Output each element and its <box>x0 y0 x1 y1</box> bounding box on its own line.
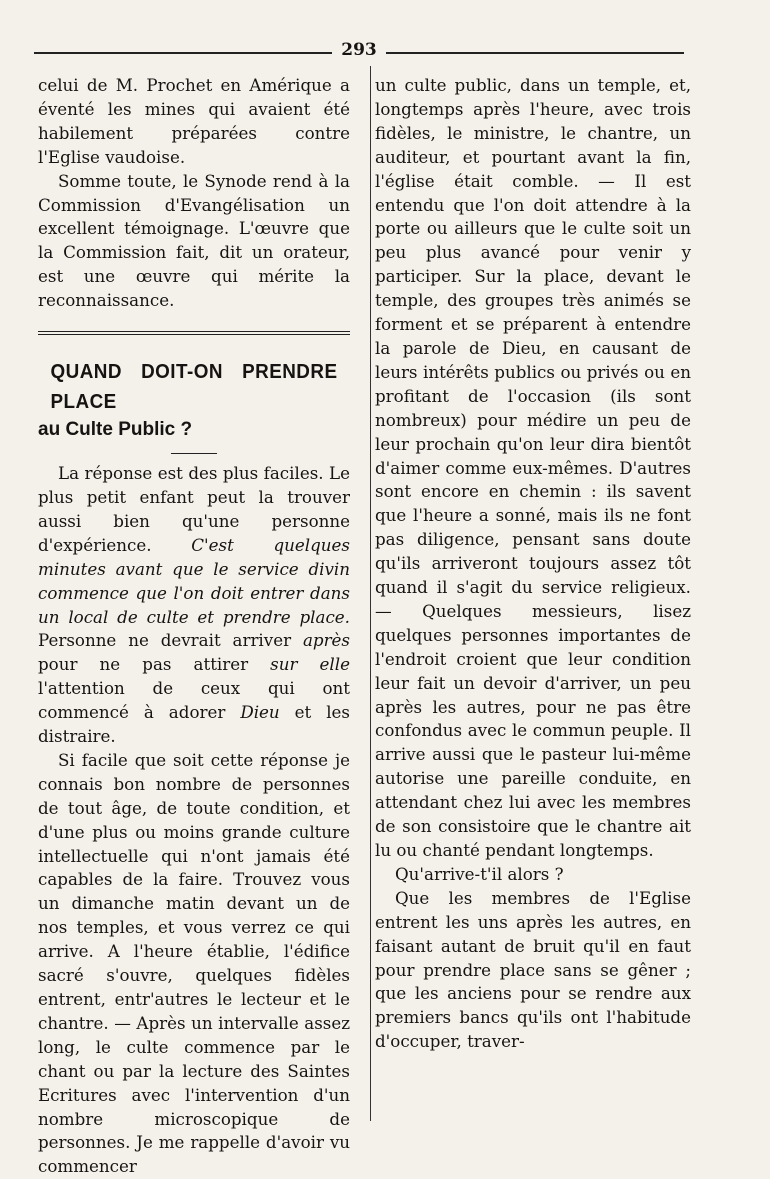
left-paragraph-3 <box>38 462 350 749</box>
section-separator <box>38 331 350 335</box>
right-paragraph-1: un culte public, dans un temple, et, longtemps après l'heure, avec trois fidèles, le ministre, le chantre, un auditeur, et pourtant avant la fin, l'église était comble. — Il est entendu que l'on doit attendre à la porte ou ailleurs que le culte soit un peu plus avancé pour venir y participer. Sur la place, devant le temple, des groupes très animés se forment et se préparent à entendre la parole de Dieu, en causant de leurs intérêts publics ou privés ou en profitant de l'occasion (ils sont nombreux) pour médire un peu de leur prochain qu'on leur dira bientôt d'aimer comme eux-mêmes. D'autres sont encore en chemin : ils savent que l'heure a sonné, mais ils ne font pas diligence, pensant sans doute qu'ils arriveront toujours assez tôt quand il s'agit du service religieux. — Quelques messieurs, lisez quelques personnes importantes de l'endroit croient que leur condition leur fait un devoir d'arriver, un peu après les autres, pour ne pas être confondus avec le commun peuple. Il arrive aussi que le pasteur lui-même autorise une pareille conduite, en attendant chez lui avec les membres de son consistoire que le chantre ait lu ou chanté pendant longtemps. <box>375 75 691 860</box>
page-header <box>34 40 684 64</box>
right-column <box>375 74 691 1054</box>
left-column <box>38 74 350 1179</box>
column-divider <box>370 66 371 1121</box>
para3-italic-c: sur elle <box>270 654 350 675</box>
para3-italic-b: après <box>302 630 350 651</box>
para3-text-b: Personne ne devrait arriver <box>38 630 303 651</box>
title-dash <box>171 453 217 454</box>
para3-text-d: l'attention de ceux qui ont commencé à adorer <box>38 678 350 723</box>
left-paragraph-1: celui de M. Prochet en Amérique a éventé les mines qui avaient été habilement préparées contre l'Eglise vaudoise. <box>38 75 350 167</box>
page-number: 293 <box>341 40 377 60</box>
right-subheading: Qu'arrive-t'il alors ? <box>395 863 564 884</box>
para3-text-c: pour ne pas attirer <box>38 654 271 675</box>
para3-italic-d: Dieu <box>240 702 280 723</box>
left-paragraph-4: Si facile que soit cette réponse je connais bon nombre de personnes de tout âge, de toute condition, et d'une plus ou moins grande culture intellectuelle qui n'ont jamais été capables de la faire. Trouvez vous un dimanche matin devant un de nos temples, et vous verrez ce qui arrive. A l'heure établie, l'édifice sacré s'ouvre, quelques fidèles entrent, entr'autres le lecteur et le chantre. — Après un intervalle assez long, le culte commence par le chant ou par la lecture des Saintes Ecritures avec l'intervention d'un nombre microscopique de personnes. Je me rappelle d'avoir vu commencer <box>38 749 350 1177</box>
article-subtitle: au Culte Public ? <box>38 419 193 441</box>
header-rule-left <box>34 52 332 54</box>
right-paragraph-2: Que les membres de l'Eglise entrent les uns après les autres, en faisant autant de bruit qu'il en faut pour prendre place sans se gêner ; que les anciens pour se rendre aux premiers bancs qu'ils ont l'habitude d'occuper, traver- <box>375 887 691 1052</box>
article-title: QUAND DOIT-ON PRENDRE PLACE <box>50 360 338 414</box>
para3-text-e: et les distraire. <box>38 702 350 747</box>
header-rule-right <box>386 52 684 54</box>
para3-italic-a: C'est quelques minutes avant que le service divin commence que l'on doit entrer dans un local de culte et prendre place. <box>38 534 350 627</box>
left-paragraph-2: Somme toute, le Synode rend à la Commission d'Evangélisation un excellent témoignage. L'œuvre que la Commission fait, dit un orateur, est une œuvre qui mérite la reconnaissance. <box>38 170 350 311</box>
para3-text-a: La réponse est des plus faciles. Le plus petit enfant peut la trouver aussi bien qu'une personne d'expérience. <box>38 463 350 555</box>
